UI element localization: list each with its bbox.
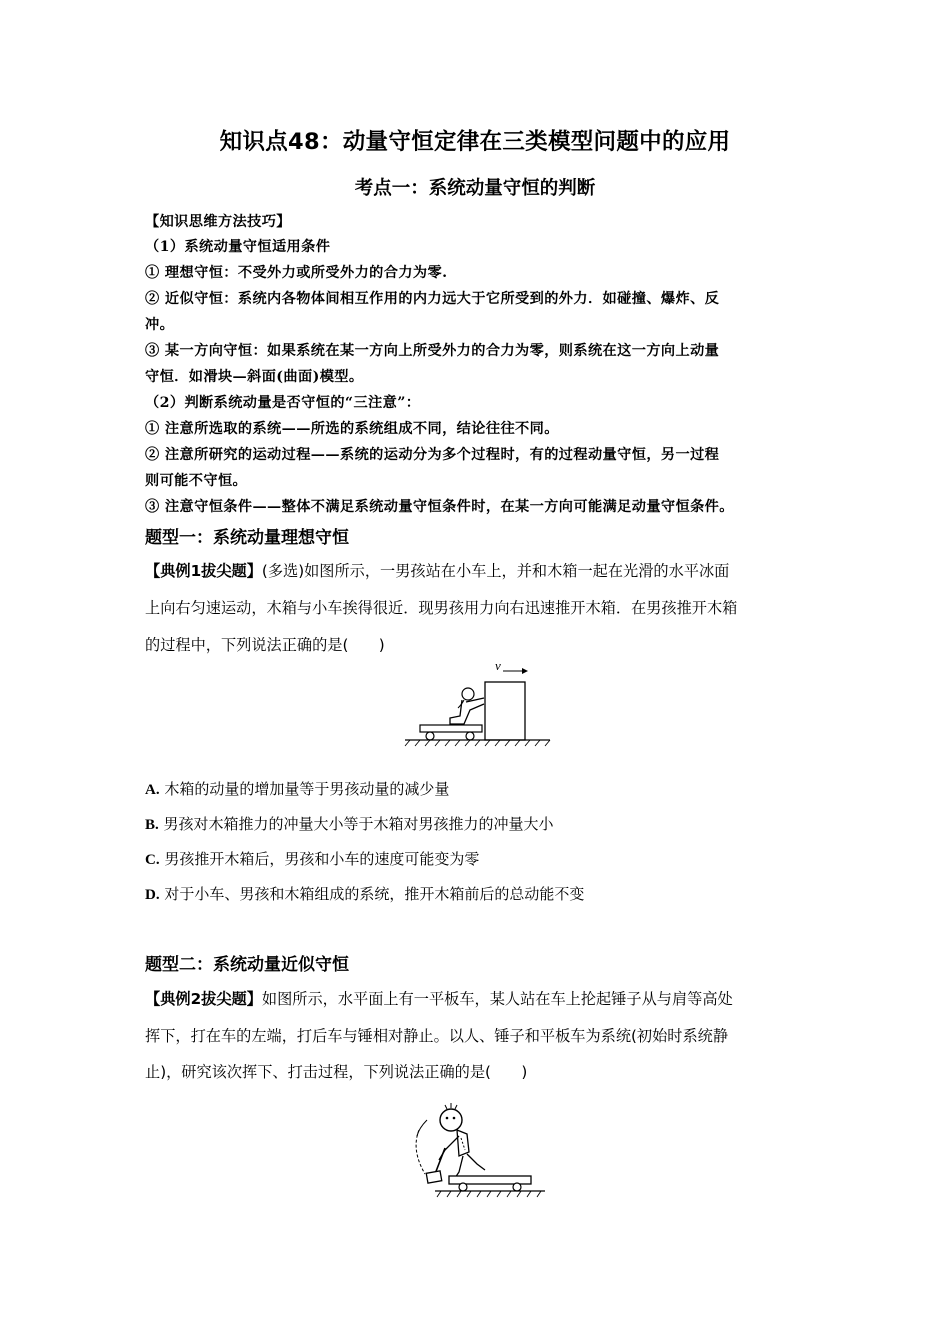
type1-heading: 题型一：系统动量理想守恒 <box>145 528 349 548</box>
example1-line: 上向右匀速运动，木箱与小车挨得很近．现男孩用力向右迅速推开木箱．在男孩推开木箱 <box>145 599 738 617</box>
figure-person-hammer-cart <box>405 1098 550 1202</box>
knowledge-line: ③ 注意守恒条件——整体不满足系统动量守恒条件时，在某一方向可能满足动量守恒条件。 <box>145 499 734 515</box>
option-text: 男孩推开木箱后，男孩和小车的速度可能变为零 <box>164 850 480 868</box>
option-label: A. <box>145 782 160 798</box>
option-label: B. <box>145 817 159 833</box>
knowledge-line: ② 近似守恒：系统内各物体间相互作用的内力远大于它所受到的外力．如碰撞、爆炸、反 <box>145 291 720 307</box>
knowledge-line: 守恒．如滑块—斜面(曲面)模型。 <box>145 369 364 385</box>
knowledge-line: ① 理想守恒：不受外力或所受外力的合力为零. <box>145 265 448 281</box>
knowledge-line: （2）判断系统动量是否守恒的“三注意”： <box>145 395 421 411</box>
knowledge-line: ① 注意所选取的系统——所选的系统组成不同，结论往往不同。 <box>145 421 559 437</box>
example2-line <box>145 988 815 1009</box>
example2-line: 止)，研究该次挥下、打击过程，下列说法正确的是( ) <box>145 1063 528 1081</box>
knowledge-line: ② 注意所研究的运动过程——系统的运动分为多个过程时，有的过程动量守恒，另一过程 <box>145 447 720 463</box>
option-b <box>145 813 554 834</box>
option-label: D. <box>145 887 160 903</box>
option-text: 对于小车、男孩和木箱组成的系统，推开木箱前后的总动能不变 <box>164 885 585 903</box>
knowledge-line: 冲。 <box>145 317 175 333</box>
example2-line: 挥下，打在车的左端，打后车与锤相对静止。以人、锤子和平板车为系统(初始时系统静 <box>145 1027 729 1045</box>
example1-line <box>145 560 815 581</box>
example1-text: (多选)如图所示，一男孩站在小车上，并和木箱一起在光滑的水平冰面 <box>261 562 730 580</box>
knowledge-line: ③ 某一方向守恒：如果系统在某一方向上所受外力的合力为零，则系统在这一方向上动量 <box>145 343 720 359</box>
section-subtitle: 考点一：系统动量守恒的判断 <box>354 178 596 199</box>
page-title: 知识点48：动量守恒定律在三类模型问题中的应用 <box>219 129 731 155</box>
example2-text: 如图所示，水平面上有一平板车，某人站在车上抡起锤子从与肩等高处 <box>261 990 733 1008</box>
velocity-label: v <box>495 658 501 673</box>
knowledge-line: 则可能不守恒。 <box>145 473 248 489</box>
option-text: 木箱的动量的增加量等于男孩动量的减少量 <box>164 780 450 798</box>
option-text: 男孩对木箱推力的冲量大小等于木箱对男孩推力的冲量大小 <box>163 815 554 833</box>
option-a <box>145 778 449 799</box>
knowledge-header: 【知识思维方法技巧】 <box>145 214 291 230</box>
option-label: C. <box>145 852 160 868</box>
knowledge-line: （1）系统动量守恒适用条件 <box>145 239 331 255</box>
option-c <box>145 848 479 869</box>
figure-boy-cart-box <box>400 658 555 750</box>
example2-tag: 【典例2拔尖题】 <box>145 990 262 1008</box>
example1-line: 的过程中，下列说法正确的是( ) <box>145 636 385 654</box>
type2-heading: 题型二：系统动量近似守恒 <box>145 955 349 975</box>
example1-tag: 【典例1拔尖题】 <box>145 562 262 580</box>
option-d <box>145 883 584 904</box>
